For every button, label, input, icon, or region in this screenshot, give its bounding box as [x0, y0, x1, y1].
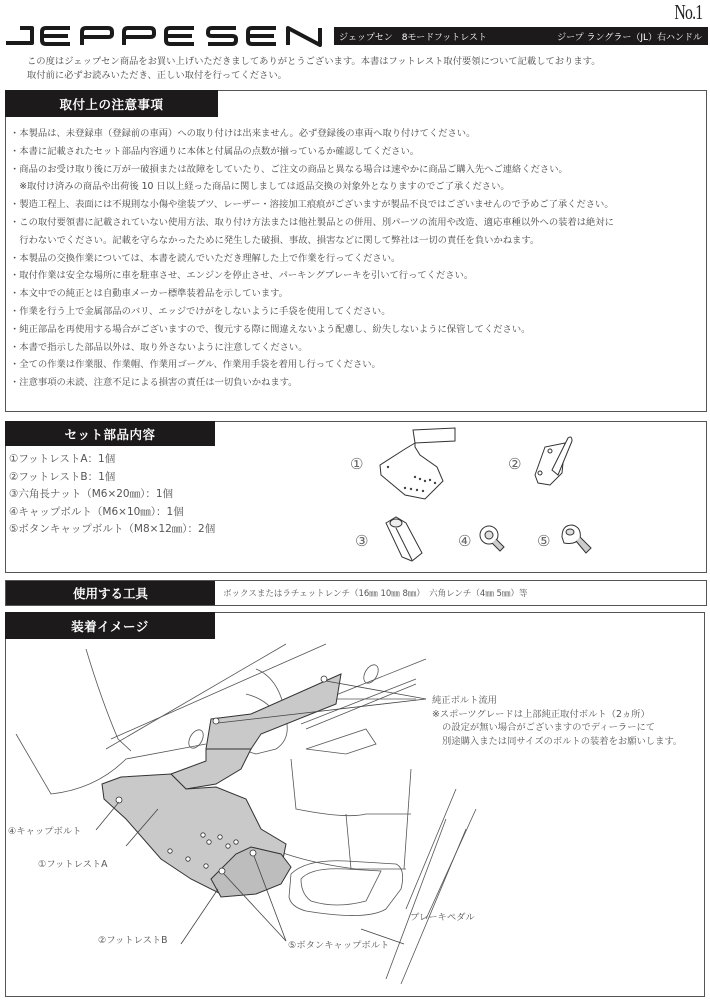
caution-item: ・本製品は、未登録車（登録前の車両）への取り付けは出来ません。必ず登録後の車両へ取り付けてください。 — [10, 128, 476, 139]
tools-text: ボックスまたはラチェットレンチ（16㎜ 10㎜ 8㎜） 六角レンチ（4㎜ 5㎜）等 — [223, 589, 528, 599]
note-line: ※スポーツグレードは上部純正取付ボルト（2ヵ所） — [432, 708, 650, 720]
caution-item: ・全ての作業は作業服、作業帽、作業用ゴーグル、作業用手袋を着用し行ってください。 — [10, 359, 381, 371]
caution-item: ・本文中での純正とは自動車メーカー標準装着品を示しています。 — [10, 288, 288, 300]
caution-heading: 取付上の注意事項 — [5, 90, 218, 117]
caution-item: ・商品のお受け取り後に万が一破損または故障をしていたり、ご注文の商品と異なる場合は速やかに商品ご購入先へご連絡ください。 — [10, 163, 568, 175]
tools-heading: 使用する工具 — [6, 581, 215, 605]
caution-item: ・本書に記載されたセット部品内容通りに本体と付属品の点数が揃っているか確認してください。 — [10, 145, 420, 157]
footrest-b-figure — [530, 435, 580, 490]
cap-bolt-figure — [478, 523, 508, 555]
caution-item: ・本製品の交換作業については、本書を読んでいただき理解した上で作業を行ってください。 — [10, 252, 401, 264]
caution-item: ・製造工程上、表面には不規則な小傷や塗装ブツ、レーザー・溶接加工痕痕がございますが製品不良ではございませんので予めご了承ください。 — [10, 199, 614, 211]
parts-list — [9, 451, 215, 539]
callout-button-cap-bolt: ⑤ボタンキャップボルト — [288, 940, 390, 951]
button-cap-bolt-figure — [558, 523, 594, 559]
caution-list — [10, 125, 702, 392]
caution-item: ・この取付要領書に記載されていない使用方法、取り付け方法または他社製品との併用、別パーツの流用や改造、適応車種以外への装着は絶対に — [10, 216, 614, 228]
parts-item: ①フットレストA：1個 — [9, 453, 116, 465]
vehicle-name: ジープ ラングラー（JL）右ハンドル — [557, 32, 702, 43]
note-line: 純正ボルト流用 — [432, 695, 498, 706]
product-name: ジェップセン 8モードフットレスト — [339, 32, 487, 43]
note-line: 別途購入または同サイズのボルトの装着をお願いします。 — [442, 735, 683, 747]
part-label-5: ⑤ — [537, 532, 551, 550]
callout-footrest-b: ②フットレストB — [98, 935, 168, 946]
caution-item: 行わないでください。記載を守らなかったために発生した破損、事故、損害などに関して弊社は一切の責任を負いかねます。 — [10, 234, 540, 246]
callout-brake-pedal: ブレーキペダル — [410, 912, 475, 923]
part-label-1: ① — [350, 455, 364, 473]
tools-section — [5, 580, 707, 606]
intro-text — [27, 55, 707, 83]
note-line: の設定が無い場合がございますのでディーラーにて — [442, 722, 656, 733]
part-label-2: ② — [508, 455, 522, 473]
hex-nut-figure — [380, 515, 430, 565]
caution-item: ※取付け済みの商品や出荷後 10 日以上経った商品に関しましては返品交換の対象外となりますのでご了承ください。 — [10, 181, 510, 193]
jeppesen-logo — [4, 25, 326, 47]
genuine-bolt-note — [432, 694, 682, 748]
caution-item: ・注意事項の未読、注意不足による損害の責任は一切負いかねます。 — [10, 377, 298, 389]
parts-heading: セット部品内容 — [5, 421, 215, 446]
intro-line: この度はジェップセン商品をお買い上げいただきましてありがとうございます。本書はフットレスト取付要領について記載しております。 — [27, 56, 601, 67]
caution-item: ・純正部品を再使用する場合がございますので、復元する際に間違えないよう配慮し、紛失しないように保管してください。 — [10, 323, 531, 335]
caution-item: ・取付作業は安全な場所に車を駐車させ、エンジンを停止させ、パーキングブレーキを引いて行ってください。 — [10, 270, 474, 282]
parts-item: ③六角長ナット（M6×20㎜）：1個 — [9, 488, 174, 500]
intro-line: 取付前に必ずお読みいただき、正しい取付を行ってください。 — [27, 70, 287, 81]
parts-item: ②フットレストB：1個 — [9, 470, 116, 483]
callout-cap-bolt: ④キャップボルト — [8, 826, 82, 837]
product-title-bar — [334, 27, 708, 45]
caution-item: ・本書で指示した部品以外は、取り外さないように注意してください。 — [10, 341, 308, 353]
parts-item: ④キャップボルト（M6×10㎜）：1個 — [9, 505, 184, 518]
part-label-4: ④ — [458, 532, 472, 550]
install-image-heading: 装着イメージ — [5, 612, 215, 639]
callout-footrest-a: ①フットレストA — [38, 859, 108, 870]
part-label-3: ③ — [355, 532, 369, 550]
page-number: No.1 — [673, 0, 702, 24]
footrest-a-figure — [375, 425, 475, 505]
parts-item: ⑤ボタンキャップボルト（M8×12㎜）：2個 — [9, 523, 216, 535]
caution-item: ・作業を行う上で金属部品のバリ、エッジでけがをしないように手袋を使用してください。 — [10, 305, 391, 317]
